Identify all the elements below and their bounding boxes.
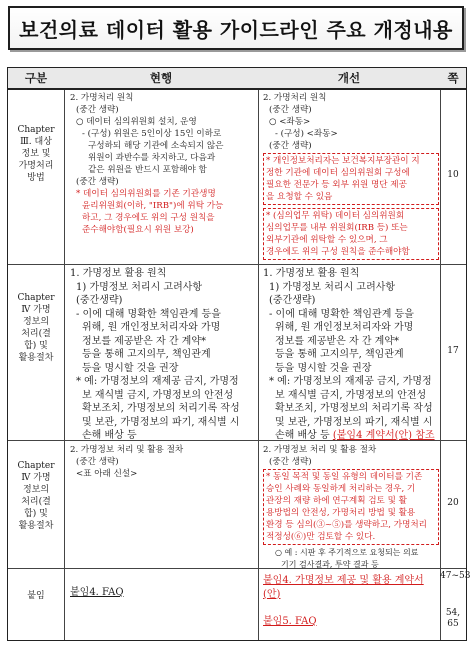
cell-line-red: 용방법의 안전성, 가명처리 방법 및 활용	[266, 508, 416, 518]
cell-line: - (구성) <좌동>	[275, 129, 338, 139]
cell-line: 2. 가명처리 원칙	[263, 93, 327, 103]
cell-line-red: 관장의 재량 하에 연구계획 검토 및 활	[266, 496, 407, 506]
cell-line: 보 재식별 금지, 가명정보의 안전성	[275, 389, 427, 401]
cell-line: * 예: 가명정보의 재제공 금지, 가명정	[269, 376, 432, 387]
cell-line: - 이에 대해 명확한 책임관계 등을	[76, 308, 221, 320]
cell-line: 위해, 원 개인정보처리자와 가명	[82, 322, 221, 333]
header-revised: 개선	[258, 68, 440, 88]
cell-line: <표 아래 신설>	[76, 469, 138, 479]
cell-line: 및 보관, 가명정보의 파기, 재식별 시	[82, 416, 240, 428]
header-current: 현행	[64, 68, 258, 88]
cell-line: - 이에 대해 명확한 책임관계 등을	[269, 308, 414, 320]
cell-line-red: 필요한 전문가 등 외부 위원 명단 제공	[266, 180, 407, 190]
row4-revised	[263, 574, 439, 629]
cell-line: 2. 가명처리 원칙	[70, 93, 134, 103]
cell-line: 2. 가명정보 처리 및 활용 절차	[70, 445, 184, 455]
cell-line: 손해 배상 등	[275, 430, 330, 441]
category-line: 합) 및	[24, 341, 48, 351]
category-line: 가명처리	[18, 161, 54, 171]
appendix-link-faq-new[interactable]: 붙임5. FAQ	[263, 616, 317, 627]
cell-line-red: 경우에도 위의 구성 원칙을 준수해야함	[266, 247, 410, 257]
cell-line-red: * 개인정보처리자는 보건복지부장관이 지	[266, 156, 420, 166]
row1-page: 10	[447, 170, 459, 180]
cell-line: 1) 가명정보 처리시 고려사항	[76, 281, 203, 293]
revision-table	[7, 67, 471, 641]
cell-line: 손해 배상 등	[82, 430, 137, 441]
cell-line-red: 환경 등 심의(③~⑤)를 생략하고, 가명처리	[266, 520, 427, 530]
cell-line: 보 재식별 금지, 가명정보의 안전성	[82, 389, 234, 401]
category-line: 정보의	[22, 317, 50, 327]
category-line: 정보 및	[21, 149, 51, 159]
cell-line: 위해, 원 개인정보처리자와 가명	[275, 322, 414, 333]
cell-line: - (구성) 위원은 5인이상 15인 이하로	[82, 129, 222, 139]
category-line: 붙임	[27, 591, 45, 601]
cell-line: 확보조치, 가명정보의 처리기록 작성	[275, 403, 433, 414]
row2-current	[70, 267, 256, 443]
category-line: 정보의	[22, 485, 50, 495]
page-title: 보건의료 데이터 활용 가이드라인 주요 개정내용	[8, 6, 464, 50]
cell-line: (중간 생략)	[269, 457, 312, 467]
cell-line-red: * 동일 목적 및 동일 유형의 데이터를 기존	[266, 472, 423, 482]
cell-line: 및 보관, 가명정보의 파기, 재식별 시	[275, 416, 433, 428]
category-line: Ⅳ 가명	[21, 305, 51, 315]
category-line: 처리(결	[21, 497, 51, 507]
row4-page-b: 54, 65	[445, 608, 461, 629]
cell-line: 정보를 제공받은 자 간 계약*	[82, 335, 206, 347]
cell-line: ○ <좌동>	[269, 117, 311, 127]
cell-line: 2. 가명정보 처리 및 활용 절차	[263, 445, 377, 455]
header-category: 구분	[8, 68, 64, 88]
row1-current	[70, 92, 256, 236]
row2-page: 17	[447, 346, 459, 356]
cell-line: 기기 검사결과, 투약 결과 등	[281, 560, 379, 569]
cell-line-red: 정한 기관에 데이터 심의위원회 구성에	[266, 168, 410, 178]
cell-line: 1) 가명정보 처리시 고려사항	[269, 281, 396, 293]
col-divider	[258, 68, 259, 640]
category-line: 합) 및	[24, 509, 48, 519]
cell-line-red: 윤리위원회(이하, "IRB")에 위탁 가능	[82, 201, 224, 211]
cell-line: 등을 통해 고지의무, 책임관계	[275, 349, 404, 360]
row1-category	[8, 124, 64, 184]
category-line: Chapter	[17, 293, 55, 303]
cell-line-red: 외부기관에 위탁할 수 있으며, 그	[266, 235, 388, 245]
cell-line: 등을 명시할 것을 권장	[82, 362, 179, 374]
row2-category	[8, 292, 64, 364]
row3-category	[8, 460, 64, 532]
row-divider	[8, 88, 466, 90]
cell-line: (중간 생략)	[76, 457, 119, 467]
category-line: 활용절차	[18, 353, 54, 363]
row4-page-a: 47~53	[440, 571, 471, 581]
cell-line: (중간 생략)	[76, 177, 119, 187]
category-line: 방법	[27, 173, 45, 183]
appendix-link-faq[interactable]: 붙임4. FAQ	[70, 587, 124, 598]
cell-line: 확보조치, 가명정보의 처리기록 작성	[82, 403, 240, 414]
cell-line: (중간 생략)	[269, 141, 312, 151]
cell-line: (중간생략)	[269, 295, 316, 306]
cell-line: 같은 위원을 반드시 포함해야 함	[88, 165, 207, 175]
cell-line: 정보를 제공받은 자 간 계약*	[275, 335, 399, 347]
cell-line-red: * 데이터 심의위원회를 기존 기관생명	[76, 189, 216, 199]
cell-line: (중간생략)	[76, 295, 123, 306]
row3-current	[70, 444, 256, 480]
cell-line: * 예: 가명정보의 재제공 금지, 가명정	[76, 376, 239, 387]
category-line: 처리(결	[21, 329, 51, 339]
col-divider	[64, 68, 65, 640]
cell-line-red: 준수해야함(필요시 위원 보강)	[82, 225, 194, 235]
cell-line: (중간 생략)	[76, 105, 119, 115]
category-line: Chapter	[17, 125, 55, 135]
row4-current	[70, 586, 256, 600]
row3-revised	[263, 444, 439, 571]
cell-line: 위원이 과반수를 차지하고, 다음과	[88, 153, 216, 163]
row-divider	[8, 264, 466, 265]
cell-line-red: 을 요청할 수 있음	[266, 192, 333, 202]
appendix-reference: (붙임4 계약서(안) 참조	[332, 430, 435, 441]
cell-line-red: 적정성(⑥)만 검토할 수 있다.	[266, 532, 376, 542]
header-page: 쪽	[440, 68, 466, 88]
row3-page: 20	[447, 498, 459, 508]
category-line: Ⅲ. 대상	[20, 137, 52, 147]
cell-line-red: 심의업무를 내부 위원회(IRB 등) 또는	[266, 223, 408, 233]
row1-revised	[263, 92, 439, 260]
appendix-link-contract[interactable]: 붙임4. 가명정보 제공 및 활용 계약서(안)	[263, 575, 424, 600]
cell-line: ○ 데이터 심의위원회 설치, 운영	[76, 117, 197, 127]
added-text-box	[263, 153, 439, 205]
cell-line: 등을 통해 고지의무, 책임관계	[82, 349, 211, 360]
cell-line: ○ 예 : 시판 후 주기적으로 요청되는 의료	[275, 548, 419, 557]
cell-line: 구성하되 해당 기관에 소속되지 않은	[88, 141, 224, 151]
cell-line: 등을 명시할 것을 권장	[275, 362, 372, 374]
category-line: 활용절차	[18, 521, 54, 531]
cell-line: 1. 가명정보 활용 원칙	[263, 268, 360, 279]
added-text-box	[263, 208, 439, 260]
category-line: Ⅳ 가명	[21, 473, 51, 483]
cell-line-red: * (심의업무 위탁) 데이터 심의위원회	[266, 211, 405, 221]
row2-revised	[263, 267, 439, 443]
cell-line-red: 하고, 그 경우에도 위의 구성 원칙을	[82, 213, 215, 223]
category-line: Chapter	[17, 461, 55, 471]
cell-line: (중간 생략)	[269, 105, 312, 115]
added-text-box	[263, 469, 439, 545]
cell-line: 1. 가명정보 활용 원칙	[70, 268, 167, 279]
row4-category	[8, 590, 64, 602]
cell-line-red: 승인 사례와 동일하게 처리하는 경우, 기	[266, 484, 416, 494]
